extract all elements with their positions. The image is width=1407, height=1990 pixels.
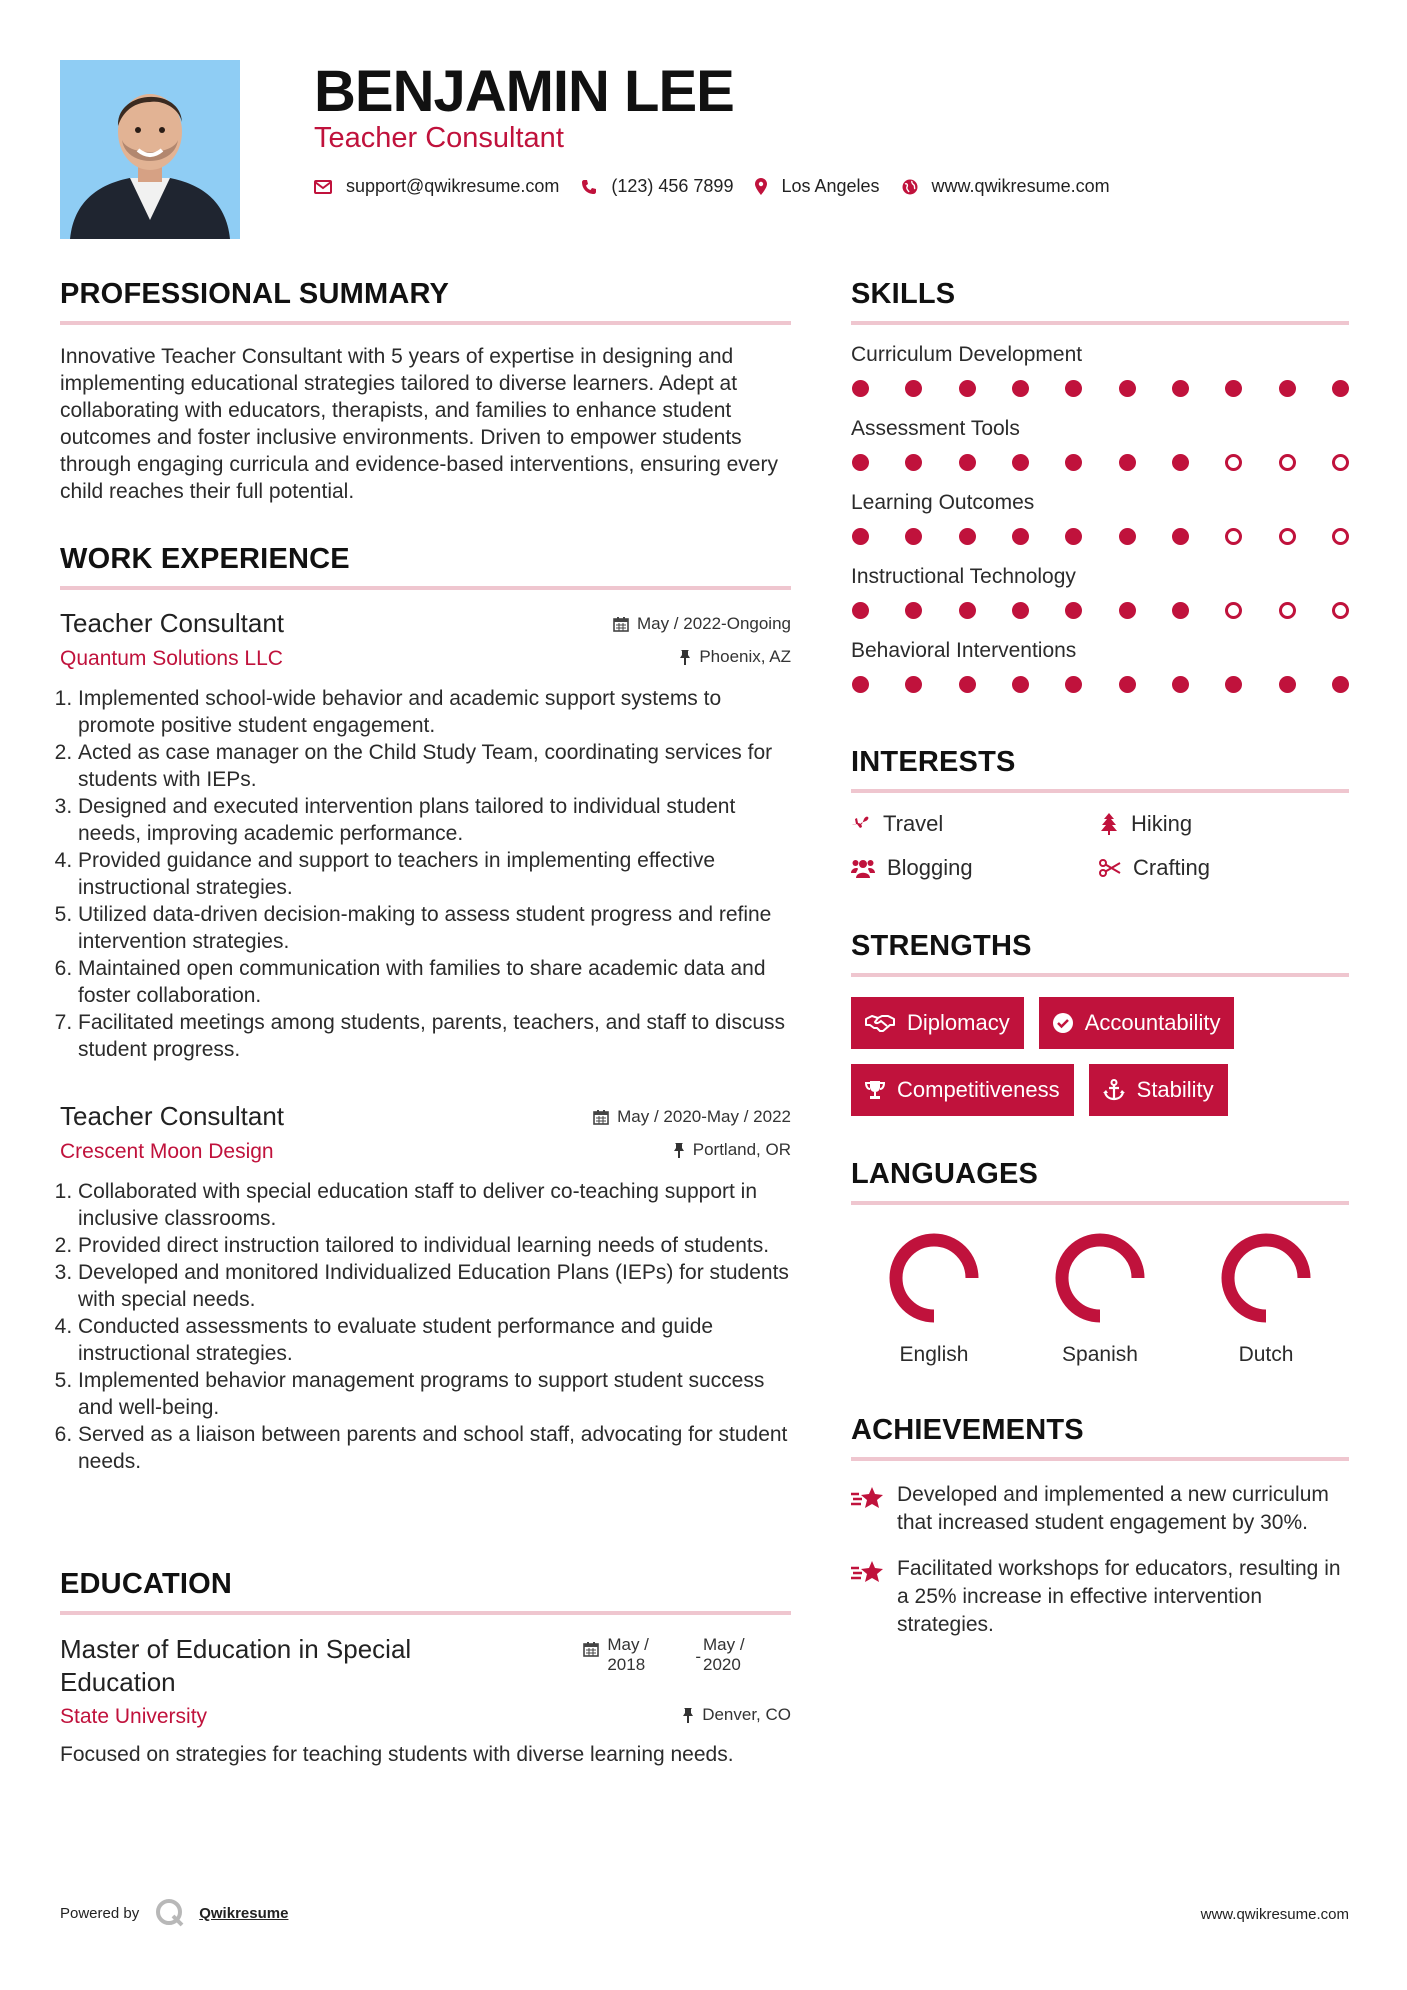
job-entry: [60, 608, 791, 1063]
education-title: EDUCATION: [60, 1568, 233, 1600]
calendar-icon: [613, 616, 629, 632]
list-item: 2. Acted as case manager on the Child Study Team, coordinating services for students with IEPs.: [78, 739, 791, 793]
skill-dot-filled: [1172, 528, 1189, 545]
contact-location: Los Angeles: [755, 176, 879, 197]
language-arc: [896, 1240, 972, 1316]
envelope-icon: [314, 180, 332, 194]
date-dash: -: [695, 1647, 701, 1666]
education-start: May / 2018: [607, 1635, 649, 1674]
experience-title: WORK EXPERIENCE: [60, 543, 350, 575]
skills-list: [851, 343, 1349, 693]
contact-bar: [314, 176, 1132, 197]
list-item: 6. Served as a liaison between parents and school staff, advocating for student needs.: [78, 1421, 791, 1475]
skill-dot-filled: [1065, 676, 1082, 693]
list-item: 4. Conducted assessments to evaluate student performance and guide instructional strategies.: [78, 1313, 791, 1367]
skill-dot-filled: [1012, 676, 1029, 693]
tree-icon: [1099, 813, 1119, 835]
list-item: 1. Implemented school-wide behavior and academic support systems to promote positive student engagement.: [78, 685, 791, 739]
skill-rating: [851, 380, 1349, 397]
skill-item: [851, 565, 1349, 619]
achievements-section: [851, 1414, 1349, 1639]
strength-badge: Competitiveness: [851, 1064, 1074, 1116]
skills-title: SKILLS: [851, 278, 956, 310]
skill-dot-filled: [1279, 676, 1296, 693]
list-item: 6. Maintained open communication with families to share academic data and foster collaboration.: [78, 955, 791, 1009]
skill-rating: [851, 454, 1349, 471]
skill-dot-filled: [1172, 676, 1189, 693]
degree-title: Master of Education in Special Education: [60, 1634, 412, 1697]
summary-text: Innovative Teacher Consultant with 5 years of expertise in designing and implementing educational strategies tailored to diverse learners. Adept at collaborating with educators, therapists, and families to enhance student outcomes and foster inclusive environments. Driven to empower students through engaging curricula and evidence-based interventions, ensuring every child reaches their full potential.: [60, 345, 778, 503]
strengths-divider: [851, 973, 1349, 977]
skill-dot-empty: [1279, 528, 1296, 545]
skill-dot-filled: [1225, 380, 1242, 397]
strengths-section: [851, 930, 1349, 1131]
job-date: May / 2020-May / 2022: [593, 1107, 791, 1127]
achievement-item: Developed and implemented a new curriculum that increased student engagement by 30%.: [851, 1481, 1349, 1537]
strengths-title: STRENGTHS: [851, 930, 1032, 962]
pushpin-icon: [682, 1707, 694, 1723]
skill-dot-filled: [1065, 602, 1082, 619]
achievements-divider: [851, 1457, 1349, 1461]
globe-icon: [902, 179, 918, 195]
list-item: 1. Collaborated with special education staff to deliver co-teaching support in inclusive classrooms.: [78, 1178, 791, 1232]
skill-dot-empty: [1279, 454, 1296, 471]
skill-dot-filled: [959, 380, 976, 397]
job-company: Quantum Solutions LLC: [60, 647, 283, 670]
contact-email[interactable]: support@qwikresume.com: [314, 176, 559, 197]
footer-url[interactable]: www.qwikresume.com: [1200, 1906, 1349, 1923]
skill-name: Behavioral Interventions: [851, 639, 1077, 662]
scissors-icon: [1099, 859, 1121, 877]
skill-dot-empty: [1332, 528, 1349, 545]
skill-dot-empty: [1225, 454, 1242, 471]
skill-dot-filled: [1332, 676, 1349, 693]
skill-item: [851, 491, 1349, 545]
interest-item: Hiking: [1099, 811, 1347, 837]
pushpin-icon: [679, 649, 691, 665]
summary-title: PROFESSIONAL SUMMARY: [60, 278, 450, 310]
handshake-icon: [865, 1014, 895, 1032]
skill-rating: [851, 676, 1349, 693]
language-ring: [1053, 1231, 1147, 1325]
list-item: 5. Utilized data-driven decision-making to assess student progress and refine intervention strategies.: [78, 901, 791, 955]
powered-by-label: Powered by: [60, 1904, 140, 1922]
job-entry: [60, 1101, 791, 1475]
trophy-icon: [865, 1080, 885, 1100]
skills-section: [851, 278, 1349, 713]
experience-divider: [60, 586, 791, 590]
language-ring: [887, 1231, 981, 1325]
school-name: State University: [60, 1705, 208, 1728]
skill-item: [851, 639, 1349, 693]
skill-dot-filled: [1065, 528, 1082, 545]
skill-dot-filled: [1119, 676, 1136, 693]
skill-dot-filled: [1012, 454, 1029, 471]
strength-badge: Accountability: [1039, 997, 1235, 1049]
skill-dot-filled: [1119, 602, 1136, 619]
skill-name: Curriculum Development: [851, 343, 1083, 366]
candidate-name: BENJAMIN LEE: [314, 59, 734, 124]
skill-dot-filled: [1012, 602, 1029, 619]
skill-dot-filled: [852, 602, 869, 619]
summary-section: [60, 278, 791, 505]
skill-dot-filled: [1225, 676, 1242, 693]
profile-photo: [60, 60, 240, 239]
languages-divider: [851, 1201, 1349, 1205]
skill-rating: [851, 602, 1349, 619]
interest-item: Blogging: [851, 855, 1099, 881]
education-end: May / 2020: [703, 1635, 745, 1674]
candidate-role: Teacher Consultant: [314, 122, 564, 154]
education-divider: [60, 1611, 791, 1615]
strength-badge: Stability: [1089, 1064, 1228, 1116]
language-arc: [1062, 1240, 1138, 1316]
list-item: 4. Provided guidance and support to teachers in implementing effective instructional strategies.: [78, 847, 791, 901]
skill-dot-empty: [1279, 602, 1296, 619]
skill-dot-filled: [852, 380, 869, 397]
map-pin-icon: [755, 178, 767, 195]
interest-item: Crafting: [1099, 855, 1347, 881]
skill-dot-filled: [852, 528, 869, 545]
school-location: Denver, CO: [682, 1705, 791, 1725]
languages-list: [851, 1231, 1349, 1367]
skill-dot-filled: [905, 676, 922, 693]
education-dates: [583, 1635, 763, 1699]
skills-divider: [851, 321, 1349, 325]
skill-dot-filled: [1279, 380, 1296, 397]
calendar-icon: [593, 1109, 609, 1125]
check-circle-icon: [1053, 1013, 1073, 1033]
skill-dot-filled: [1172, 602, 1189, 619]
skill-rating: [851, 528, 1349, 545]
languages-title: LANGUAGES: [851, 1158, 1039, 1190]
education-description: Focused on strategies for teaching students with diverse learning needs.: [60, 1743, 734, 1766]
skill-name: Assessment Tools: [851, 417, 1020, 440]
interest-item: Travel: [851, 811, 1099, 837]
qwikresume-logo-icon: [155, 1898, 185, 1928]
skill-dot-filled: [1119, 380, 1136, 397]
skill-dot-filled: [905, 602, 922, 619]
language-name: Spanish: [1062, 1343, 1138, 1366]
footer-branding: [60, 1898, 288, 1928]
skill-dot-filled: [1119, 528, 1136, 545]
interests-title: INTERESTS: [851, 746, 1016, 778]
job-bullets: [60, 1178, 791, 1475]
contact-website[interactable]: www.qwikresume.com: [902, 176, 1110, 197]
skill-dot-filled: [959, 676, 976, 693]
job-bullets: [60, 685, 791, 1063]
job-location: Phoenix, AZ: [679, 647, 791, 667]
skill-dot-filled: [852, 676, 869, 693]
skill-dot-filled: [1012, 380, 1029, 397]
skill-dot-filled: [1172, 380, 1189, 397]
skill-dot-empty: [1225, 602, 1242, 619]
skill-dot-filled: [905, 454, 922, 471]
job-title: Teacher Consultant: [60, 1101, 285, 1131]
skill-dot-empty: [1332, 602, 1349, 619]
phone-icon: [581, 179, 597, 195]
skill-dot-filled: [1012, 528, 1029, 545]
language-name: English: [899, 1343, 969, 1366]
interests-list: [851, 811, 1349, 881]
interests-divider: [851, 789, 1349, 793]
list-item: 3. Designed and executed intervention plans tailored to individual student needs, improving academic performance.: [78, 793, 791, 847]
anchor-icon: [1103, 1079, 1125, 1101]
skill-dot-filled: [1172, 454, 1189, 471]
list-item: 7. Facilitated meetings among students, parents, teachers, and staff to discuss student progress.: [78, 1009, 791, 1063]
strength-badge: Diplomacy: [851, 997, 1024, 1049]
job-location: Portland, OR: [673, 1140, 791, 1160]
language-item: [1183, 1231, 1349, 1367]
achievements-title: ACHIEVEMENTS: [851, 1414, 1084, 1446]
skill-dot-filled: [905, 380, 922, 397]
skill-dot-empty: [1332, 454, 1349, 471]
achievement-item: Facilitated workshops for educators, resulting in a 25% increase in effective intervention strategies.: [851, 1555, 1349, 1639]
skill-dot-filled: [1065, 380, 1082, 397]
language-ring: [1219, 1231, 1313, 1325]
list-item: 3. Developed and monitored Individualized Education Plans (IEPs) for students with special needs.: [78, 1259, 791, 1313]
education-section: [60, 1568, 791, 1768]
experience-section: [60, 543, 791, 1475]
job-company: Crescent Moon Design: [60, 1140, 274, 1163]
skill-dot-filled: [959, 528, 976, 545]
language-arc: [1228, 1240, 1304, 1316]
pushpin-icon: [673, 1142, 685, 1158]
shooting-star-icon: [851, 1485, 885, 1511]
shooting-star-icon: [851, 1559, 885, 1585]
skill-name: Instructional Technology: [851, 565, 1076, 588]
skill-dot-empty: [1225, 528, 1242, 545]
job-title: Teacher Consultant: [60, 608, 285, 638]
interests-section: [851, 746, 1349, 881]
skill-item: [851, 343, 1349, 397]
list-item: 2. Provided direct instruction tailored to individual learning needs of students.: [78, 1232, 791, 1259]
skill-dot-filled: [1065, 454, 1082, 471]
language-item: [851, 1231, 1017, 1367]
skill-name: Learning Outcomes: [851, 491, 1035, 514]
skill-dot-filled: [852, 454, 869, 471]
strengths-list: [851, 997, 1349, 1131]
job-date: May / 2022-Ongoing: [613, 614, 791, 634]
summary-divider: [60, 321, 791, 325]
skill-dot-filled: [905, 528, 922, 545]
list-item: 5. Implemented behavior management programs to support student success and well-being.: [78, 1367, 791, 1421]
users-icon: [851, 858, 875, 878]
language-item: [1017, 1231, 1183, 1367]
skill-dot-filled: [959, 602, 976, 619]
skill-item: [851, 417, 1349, 471]
skill-dot-filled: [1119, 454, 1136, 471]
qwikresume-link[interactable]: Qwikresume: [199, 1904, 289, 1922]
skill-dot-filled: [1332, 380, 1349, 397]
language-name: Dutch: [1238, 1343, 1294, 1366]
languages-section: [851, 1158, 1349, 1367]
skill-dot-filled: [959, 454, 976, 471]
plane-icon: [851, 814, 871, 834]
contact-phone[interactable]: (123) 456 7899: [581, 176, 733, 197]
calendar-icon: [583, 1641, 599, 1657]
